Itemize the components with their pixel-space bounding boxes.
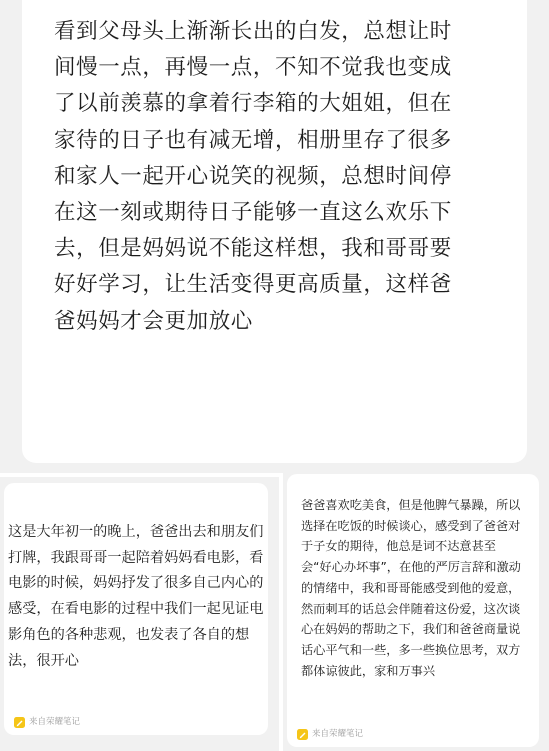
note-pen-icon — [297, 729, 308, 740]
note-source-link[interactable] — [297, 728, 363, 740]
top-note-text: 看到父母头上渐渐长出的白发，总想让时 间慢一点，再慢一点，不知不觉我也变成 了以前羡慕的拿着行李箱的大姐姐，但在 家待的日子也有减无增，相册里存了很多 和家人一起开心说笑的视频，总想时间停 在这一刻或期待日子能够一直这么欢乐下 去，但是妈妈说不能这样想，我和哥哥要 好好学习，让生活变得更高质量，这样爸 爸妈妈才会更加放心 — [54, 19, 452, 334]
left-note-text: 这是大年初一的晚上，爸爸出去和朋友们 打牌，我跟哥哥一起陪着妈妈看电影，看 电影的时候，妈妈抒发了很多自己内心的 感受，在看电影的过程中我们一起见证电 影角色的各种悲观，也发表了各自的想 法，很开心 — [8, 524, 264, 669]
note-pen-icon — [14, 717, 25, 728]
top-note-card — [22, 0, 527, 463]
right-note-text: 爸爸喜欢吃美食，但是他脾气暴躁，所以 选择在吃饭的时候谈心，感受到了爸爸对 于子女的期待，他总是词不达意甚至 会“好心办坏事”，在他的严厉言辞和激动 的情绪中，我和哥哥能感受到他的爱意， 然而刺耳的话总会伴随着这份爱，这次谈 心在妈妈的帮助之下，我们和爸爸商量说 话心平气和一些，多一些换位思考，双方 都体谅彼此，家和万事兴 — [301, 498, 521, 678]
left-note-screenshot — [0, 477, 279, 751]
right-note-screenshot — [283, 470, 549, 751]
right-note-card — [287, 474, 539, 747]
note-source-link[interactable] — [14, 716, 80, 728]
left-note-card — [4, 483, 268, 735]
note-source-label: 来自荣耀笔记 — [312, 729, 364, 739]
note-source-label: 来自荣耀笔记 — [29, 717, 81, 727]
